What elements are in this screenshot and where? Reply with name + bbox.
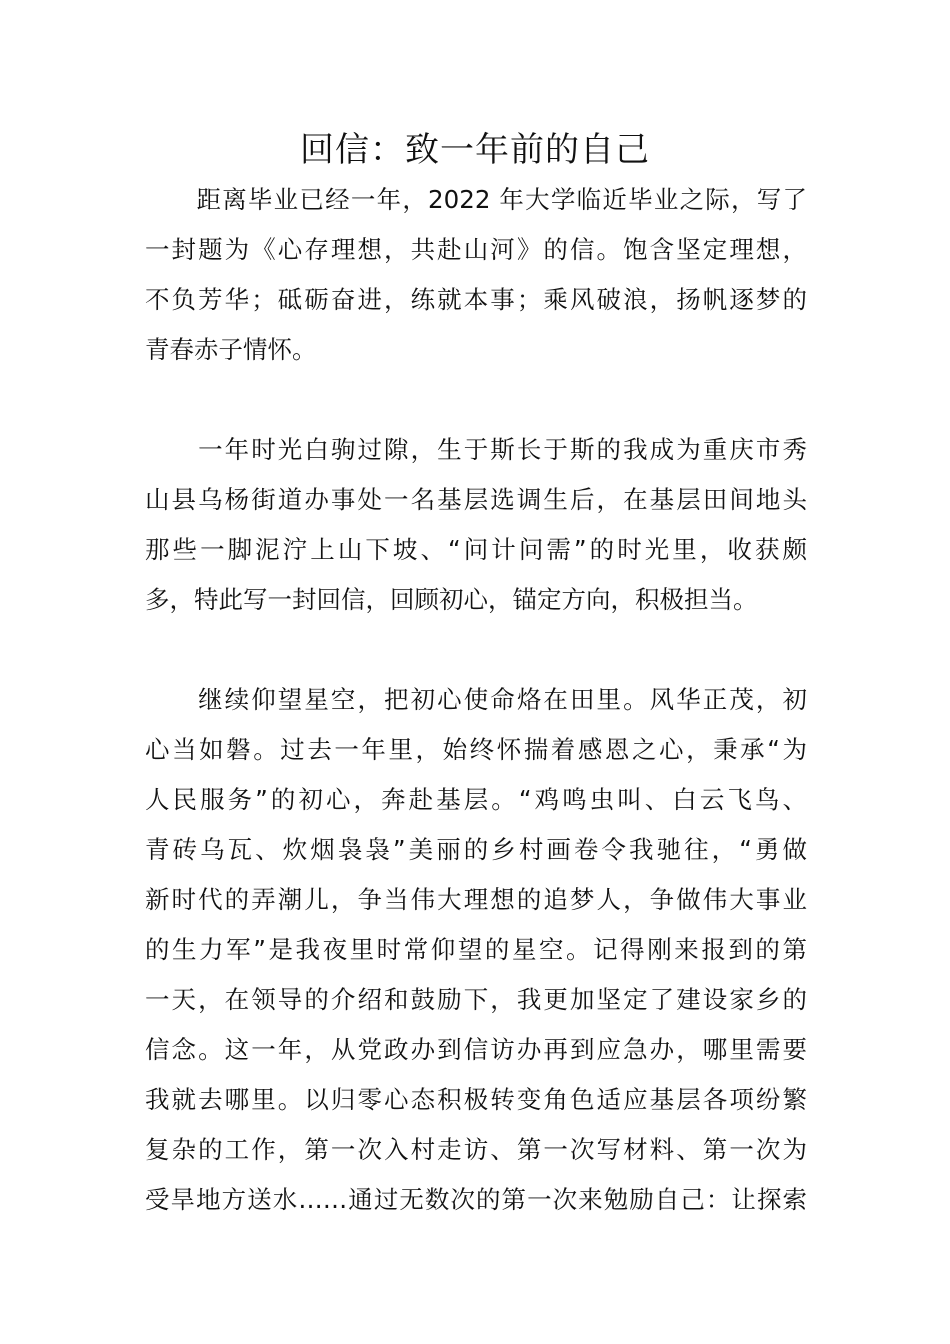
paragraph-line: 山县乌杨街道办事处一名基层选调生后，在基层田间地头 [145,485,807,514]
paragraph-1 [145,175,807,375]
paragraph-line: 多，特此写一封回信，回顾初心，锚定方向，积极担当。 [145,585,758,614]
paragraph-line: 心当如磐。过去一年里，始终怀揣着感恩之心，秉承“为 [145,735,807,764]
paragraph-line: 一封题为《心存理想，共赴山河》的信。饱含坚定理想， [145,235,807,264]
paragraph-line: 受旱地方送水……通过无数次的第一次来勉励自己：让探索 [145,1185,807,1214]
paragraph-line: 人民服务”的初心，奔赴基层。“鸡鸣虫叫、白云飞鸟、 [145,785,807,814]
paragraph-line: 我就去哪里。以归零心态积极转变角色适应基层各项纷繁 [145,1085,807,1114]
paragraph-line: 青春赤子情怀。 [145,335,317,364]
paragraph-line: 复杂的工作，第一次入村走访、第一次写材料、第一次为 [145,1135,807,1164]
paragraph-line: 青砖乌瓦、炊烟袅袅”美丽的乡村画卷令我驰往，“勇做 [145,835,807,864]
paragraph-line: 信念。这一年，从党政办到信访办再到应急办，哪里需要 [145,1035,807,1064]
paragraph-line: 一年时光白驹过隙，生于斯长于斯的我成为重庆市秀 [145,435,807,464]
paragraph-line: 距离毕业已经一年，2022 年大学临近毕业之际，写了 [145,185,807,214]
paragraph-line: 的生力军”是我夜里时常仰望的星空。记得刚来报到的第 [145,935,807,964]
paragraph-line: 那些一脚泥泞上山下坡、“问计问需”的时光里，收获颇 [145,535,807,564]
paragraph-3 [145,675,807,1225]
paragraph-2 [145,425,807,625]
paragraph-line: 不负芳华；砥砺奋进，练就本事；乘风破浪，扬帆逐梦的 [145,285,807,314]
paragraph-line: 新时代的弄潮儿，争当伟大理想的追梦人，争做伟大事业 [145,885,807,914]
paragraph-line: 一天，在领导的介绍和鼓励下，我更加坚定了建设家乡的 [145,985,807,1014]
page-title: 回信：致一年前的自己 [300,130,650,170]
paragraph-line: 继续仰望星空，把初心使命烙在田里。风华正茂，初 [145,685,807,714]
